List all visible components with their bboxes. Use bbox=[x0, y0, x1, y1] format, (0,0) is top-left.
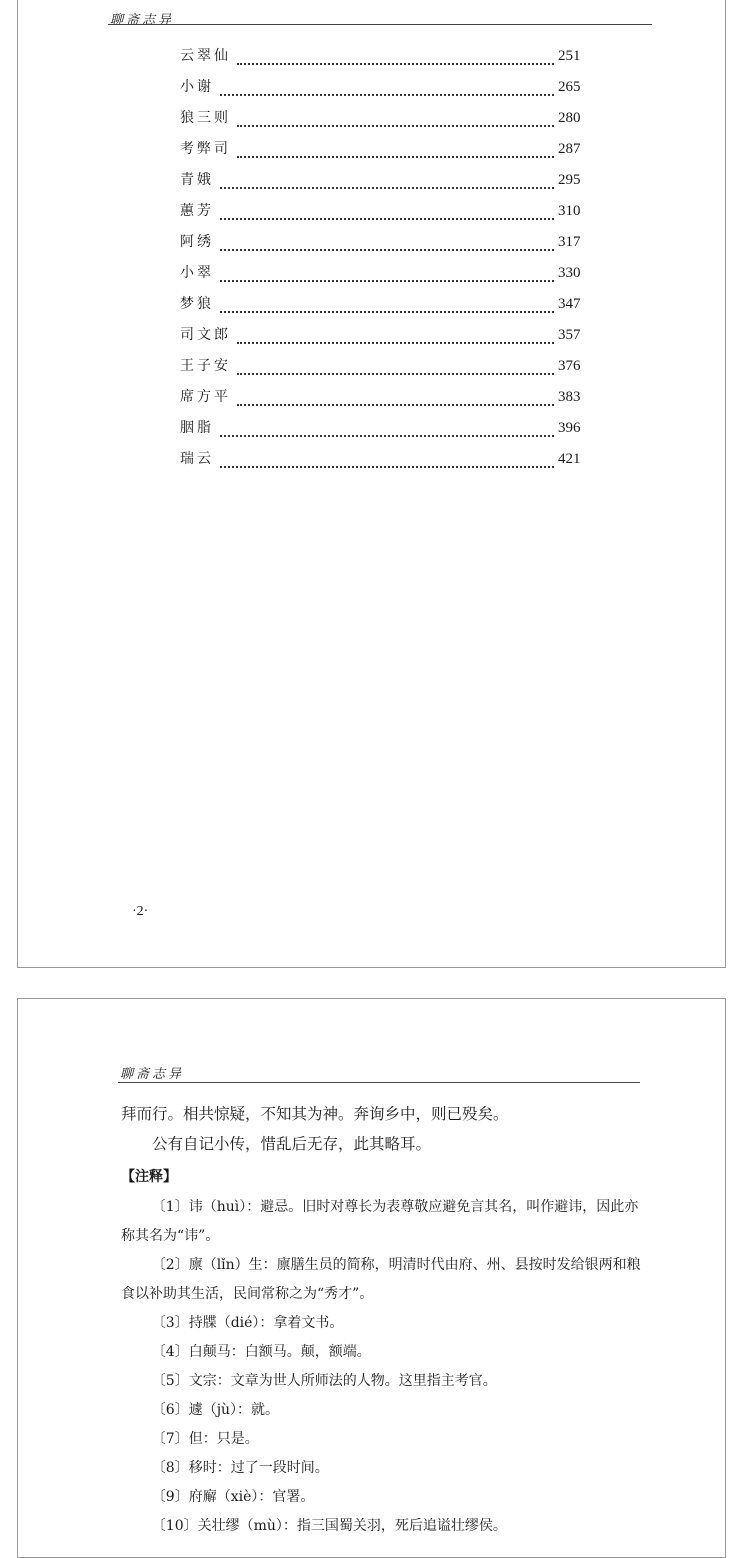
toc-leader-dots bbox=[220, 465, 554, 468]
toc-leader-dots bbox=[220, 186, 554, 189]
toc-leader-dots bbox=[220, 279, 554, 282]
toc-entry-title: 考弊司 bbox=[180, 141, 231, 157]
toc-entry-page: 383 bbox=[558, 389, 581, 405]
header-rule bbox=[118, 1082, 640, 1083]
toc-entry-page: 280 bbox=[558, 110, 581, 126]
book-page-toc bbox=[17, 0, 726, 968]
toc-entry-title: 青娥 bbox=[180, 172, 214, 188]
toc-leader-dots bbox=[220, 310, 554, 313]
toc-entry-title: 阿绣 bbox=[180, 234, 214, 250]
toc-leader-dots bbox=[220, 217, 554, 220]
note-item: 〔2〕廪（lǐn）生：廪膳生员的简称，明清时代由府、州、县按时发给银两和粮食以补助其生活，民间常称之为“秀才”。 bbox=[121, 1257, 641, 1302]
toc-entry-title: 司文郎 bbox=[180, 327, 231, 343]
toc-entry bbox=[180, 231, 588, 262]
toc-entry-title: 小翠 bbox=[180, 265, 214, 281]
toc-entry-page: 265 bbox=[558, 79, 581, 95]
toc-leader-dots bbox=[237, 403, 554, 406]
toc-entry-page: 330 bbox=[558, 265, 581, 281]
toc-entry bbox=[180, 262, 588, 293]
notes-list bbox=[121, 1193, 645, 1541]
toc-entry-title: 胭脂 bbox=[180, 420, 214, 436]
running-head: 聊斋志异 bbox=[110, 13, 175, 28]
note-item: 〔8〕移时：过了一段时间。 bbox=[151, 1460, 329, 1476]
note-item: 〔3〕持牒（dié）：拿着文书。 bbox=[151, 1315, 344, 1331]
toc-entry-title: 云翠仙 bbox=[180, 48, 231, 64]
toc-entry bbox=[180, 448, 588, 479]
paragraph: 拜而行。相共惊疑，不知其为神。奔询乡中，则已殁矣。 bbox=[121, 1105, 509, 1123]
toc-leader-dots bbox=[220, 248, 554, 251]
running-head: 聊斋志异 bbox=[120, 1067, 185, 1082]
toc-entry-title: 席方平 bbox=[180, 389, 231, 405]
toc-entry-title: 瑞云 bbox=[180, 451, 214, 467]
toc-entry bbox=[180, 355, 588, 386]
toc-entry-page: 251 bbox=[558, 48, 581, 64]
notes-heading: 【注释】 bbox=[121, 1169, 177, 1185]
toc-entry-title: 蕙芳 bbox=[180, 203, 214, 219]
toc-entry-page: 295 bbox=[558, 172, 581, 188]
toc-entry bbox=[180, 293, 588, 324]
toc-entry bbox=[180, 386, 588, 417]
note-item: 〔6〕遽（jù）：就。 bbox=[151, 1402, 280, 1418]
toc-entry-page: 376 bbox=[558, 358, 581, 374]
note-item: 〔10〕关壮缪（mù）：指三国蜀关羽，死后追谥壮缪侯。 bbox=[151, 1518, 507, 1534]
note-item: 〔7〕但：只是。 bbox=[151, 1431, 259, 1447]
toc-entry-title: 王子安 bbox=[180, 358, 231, 374]
toc-entry bbox=[180, 324, 588, 355]
toc-leader-dots bbox=[220, 93, 554, 96]
note-item: 〔9〕府廨（xiè）：官署。 bbox=[151, 1489, 315, 1505]
table-of-contents bbox=[180, 45, 588, 479]
toc-entry bbox=[180, 138, 588, 169]
toc-entry bbox=[180, 200, 588, 231]
header-rule bbox=[108, 24, 652, 25]
toc-entry-page: 357 bbox=[558, 327, 581, 343]
body-text bbox=[121, 1099, 645, 1541]
toc-entry-title: 狼三则 bbox=[180, 110, 231, 126]
toc-entry-page: 310 bbox=[558, 203, 581, 219]
toc-entry-title: 小谢 bbox=[180, 79, 214, 95]
toc-entry-title: 梦狼 bbox=[180, 296, 214, 312]
toc-entry-page: 317 bbox=[558, 234, 581, 250]
toc-entry bbox=[180, 45, 588, 76]
book-page-text bbox=[17, 998, 726, 1558]
toc-entry bbox=[180, 107, 588, 138]
page-number: ·2· bbox=[132, 904, 149, 919]
toc-entry bbox=[180, 417, 588, 448]
toc-leader-dots bbox=[220, 434, 554, 437]
toc-entry bbox=[180, 76, 588, 107]
toc-entry-page: 396 bbox=[558, 420, 581, 436]
note-item: 〔4〕白颠马：白额马。颠，额端。 bbox=[151, 1344, 371, 1360]
toc-entry-page: 421 bbox=[558, 451, 581, 467]
toc-leader-dots bbox=[237, 124, 554, 127]
toc-leader-dots bbox=[237, 341, 554, 344]
toc-entry bbox=[180, 169, 588, 200]
toc-leader-dots bbox=[237, 372, 554, 375]
toc-leader-dots bbox=[237, 155, 554, 158]
toc-entry-page: 347 bbox=[558, 296, 581, 312]
note-item: 〔5〕文宗：文章为世人所师法的人物。这里指主考官。 bbox=[151, 1373, 497, 1389]
toc-entry-page: 287 bbox=[558, 141, 581, 157]
toc-leader-dots bbox=[237, 62, 554, 65]
note-item: 〔1〕讳（huì）：避忌。旧时对尊长为表尊敬应避免言其名，叫作避讳，因此亦称其名为“讳”。 bbox=[121, 1199, 639, 1244]
paragraph: 公有自记小传，惜乱后无存，此其略耳。 bbox=[152, 1135, 432, 1153]
